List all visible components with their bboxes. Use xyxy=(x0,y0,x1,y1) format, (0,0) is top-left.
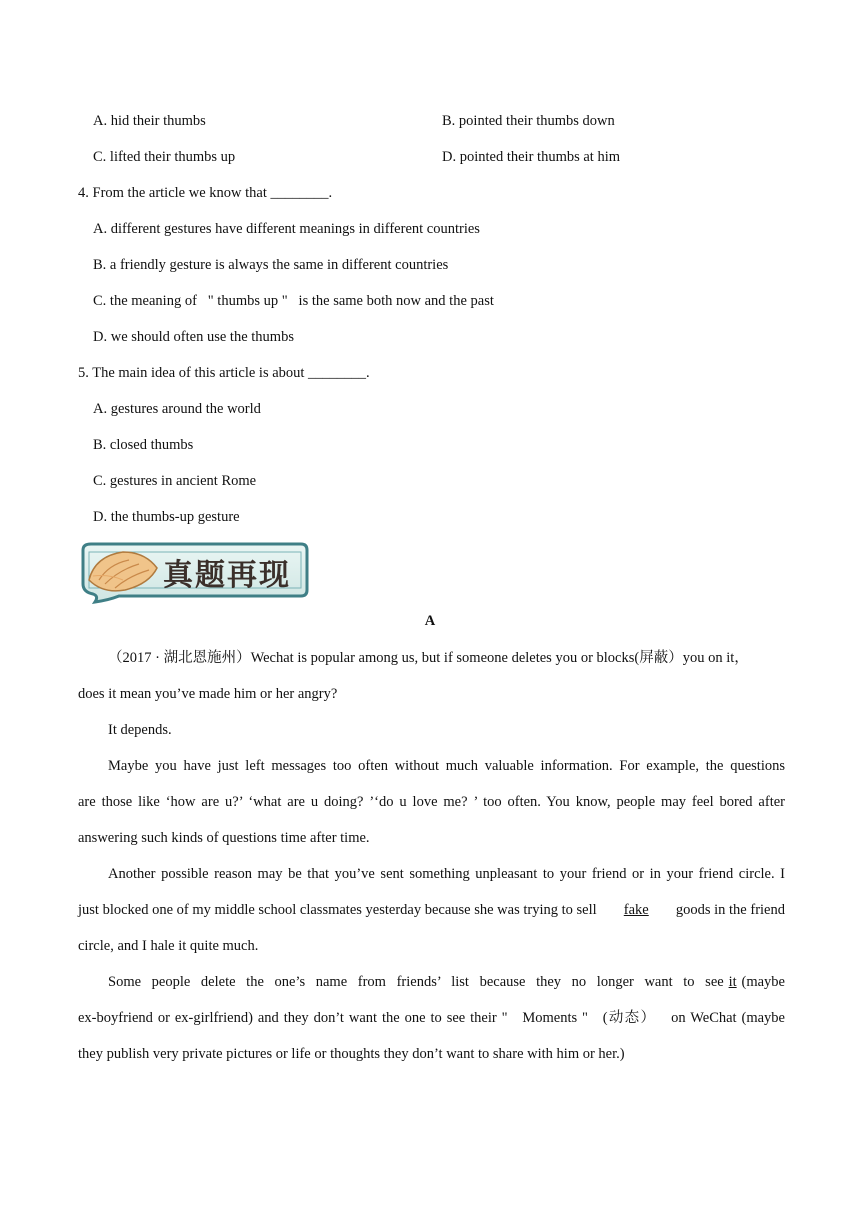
q5-stem: 5. The main idea of this article is about ________. xyxy=(78,365,370,381)
q5-option-c: C. gestures in ancient Rome xyxy=(93,473,257,489)
passage-p2: It depends. xyxy=(108,722,172,738)
passage-p1-line2: does it mean you’ve made him or her angry? xyxy=(78,686,338,702)
passage-p3-line2: are those like ‘how are u?’ ‘what are u doing? ’‘do u love me? ’ too often. You know, people may feel bored after xyxy=(78,794,785,810)
passage-p4-line2 xyxy=(78,901,785,919)
p5-line1-end: (maybe xyxy=(741,974,785,990)
p5-line1-it: it xyxy=(728,974,737,990)
passage-p4-line1: Another possible reason may be that you’ve sent something unpleasant to your friend or in your friend circle. I xyxy=(108,866,785,882)
passage-p5-line3: they publish very private pictures or life or thoughts they don’t want to share with him or her.) xyxy=(78,1046,625,1062)
passage-p4-line3: circle, and I hale it quite much. xyxy=(78,938,259,954)
passage-p5-line2: ex-boyfriend or ex-girlfriend) and they don’t want the one to see their " Moments " (动态） on WeChat (maybe xyxy=(78,1010,785,1026)
passage-p3-line1: Maybe you have just left messages too often without much valuable information. For example, the questions xyxy=(108,758,785,774)
q5-option-b: B. closed thumbs xyxy=(93,437,194,453)
section-title: A xyxy=(424,613,436,629)
passage-p5-line1 xyxy=(108,973,785,991)
q3-option-c: C. lifted their thumbs up xyxy=(93,149,236,165)
passage-p3-line3: answering such kinds of questions time after time. xyxy=(78,830,370,846)
q4-option-a: A. different gestures have different meanings in different countries xyxy=(93,221,480,237)
q4-stem: 4. From the article we know that ________. xyxy=(78,185,333,201)
banner-title: 真题再现 xyxy=(163,558,291,593)
q4-option-d: D. we should often use the thumbs xyxy=(93,329,294,345)
q4-option-b: B. a friendly gesture is always the same in different countries xyxy=(93,257,449,273)
q3-option-a: A. hid their thumbs xyxy=(93,113,206,129)
p4-line2-start: just blocked one of my middle school classmates yesterday because she was trying to sell xyxy=(78,902,597,918)
passage-p1-line1: （2017 · 湖北恩施州）Wechat is popular among us, but if someone deletes you or blocks(屏蔽）you on it， xyxy=(108,650,749,666)
p5-line1-start: Some people delete the one’s name from friends’ list because they no longer want to see xyxy=(108,974,724,990)
p4-line2-end: goods in the friend xyxy=(675,902,785,918)
q5-option-a: A. gestures around the world xyxy=(93,401,261,417)
section-banner xyxy=(79,540,311,604)
q3-option-b: B. pointed their thumbs down xyxy=(442,113,615,129)
q4-option-c: C. the meaning of " thumbs up " is the same both now and the past xyxy=(93,293,494,309)
p4-line2-fake: fake xyxy=(623,902,649,918)
q5-option-d: D. the thumbs-up gesture xyxy=(93,509,240,525)
q3-option-d: D. pointed their thumbs at him xyxy=(442,149,621,165)
